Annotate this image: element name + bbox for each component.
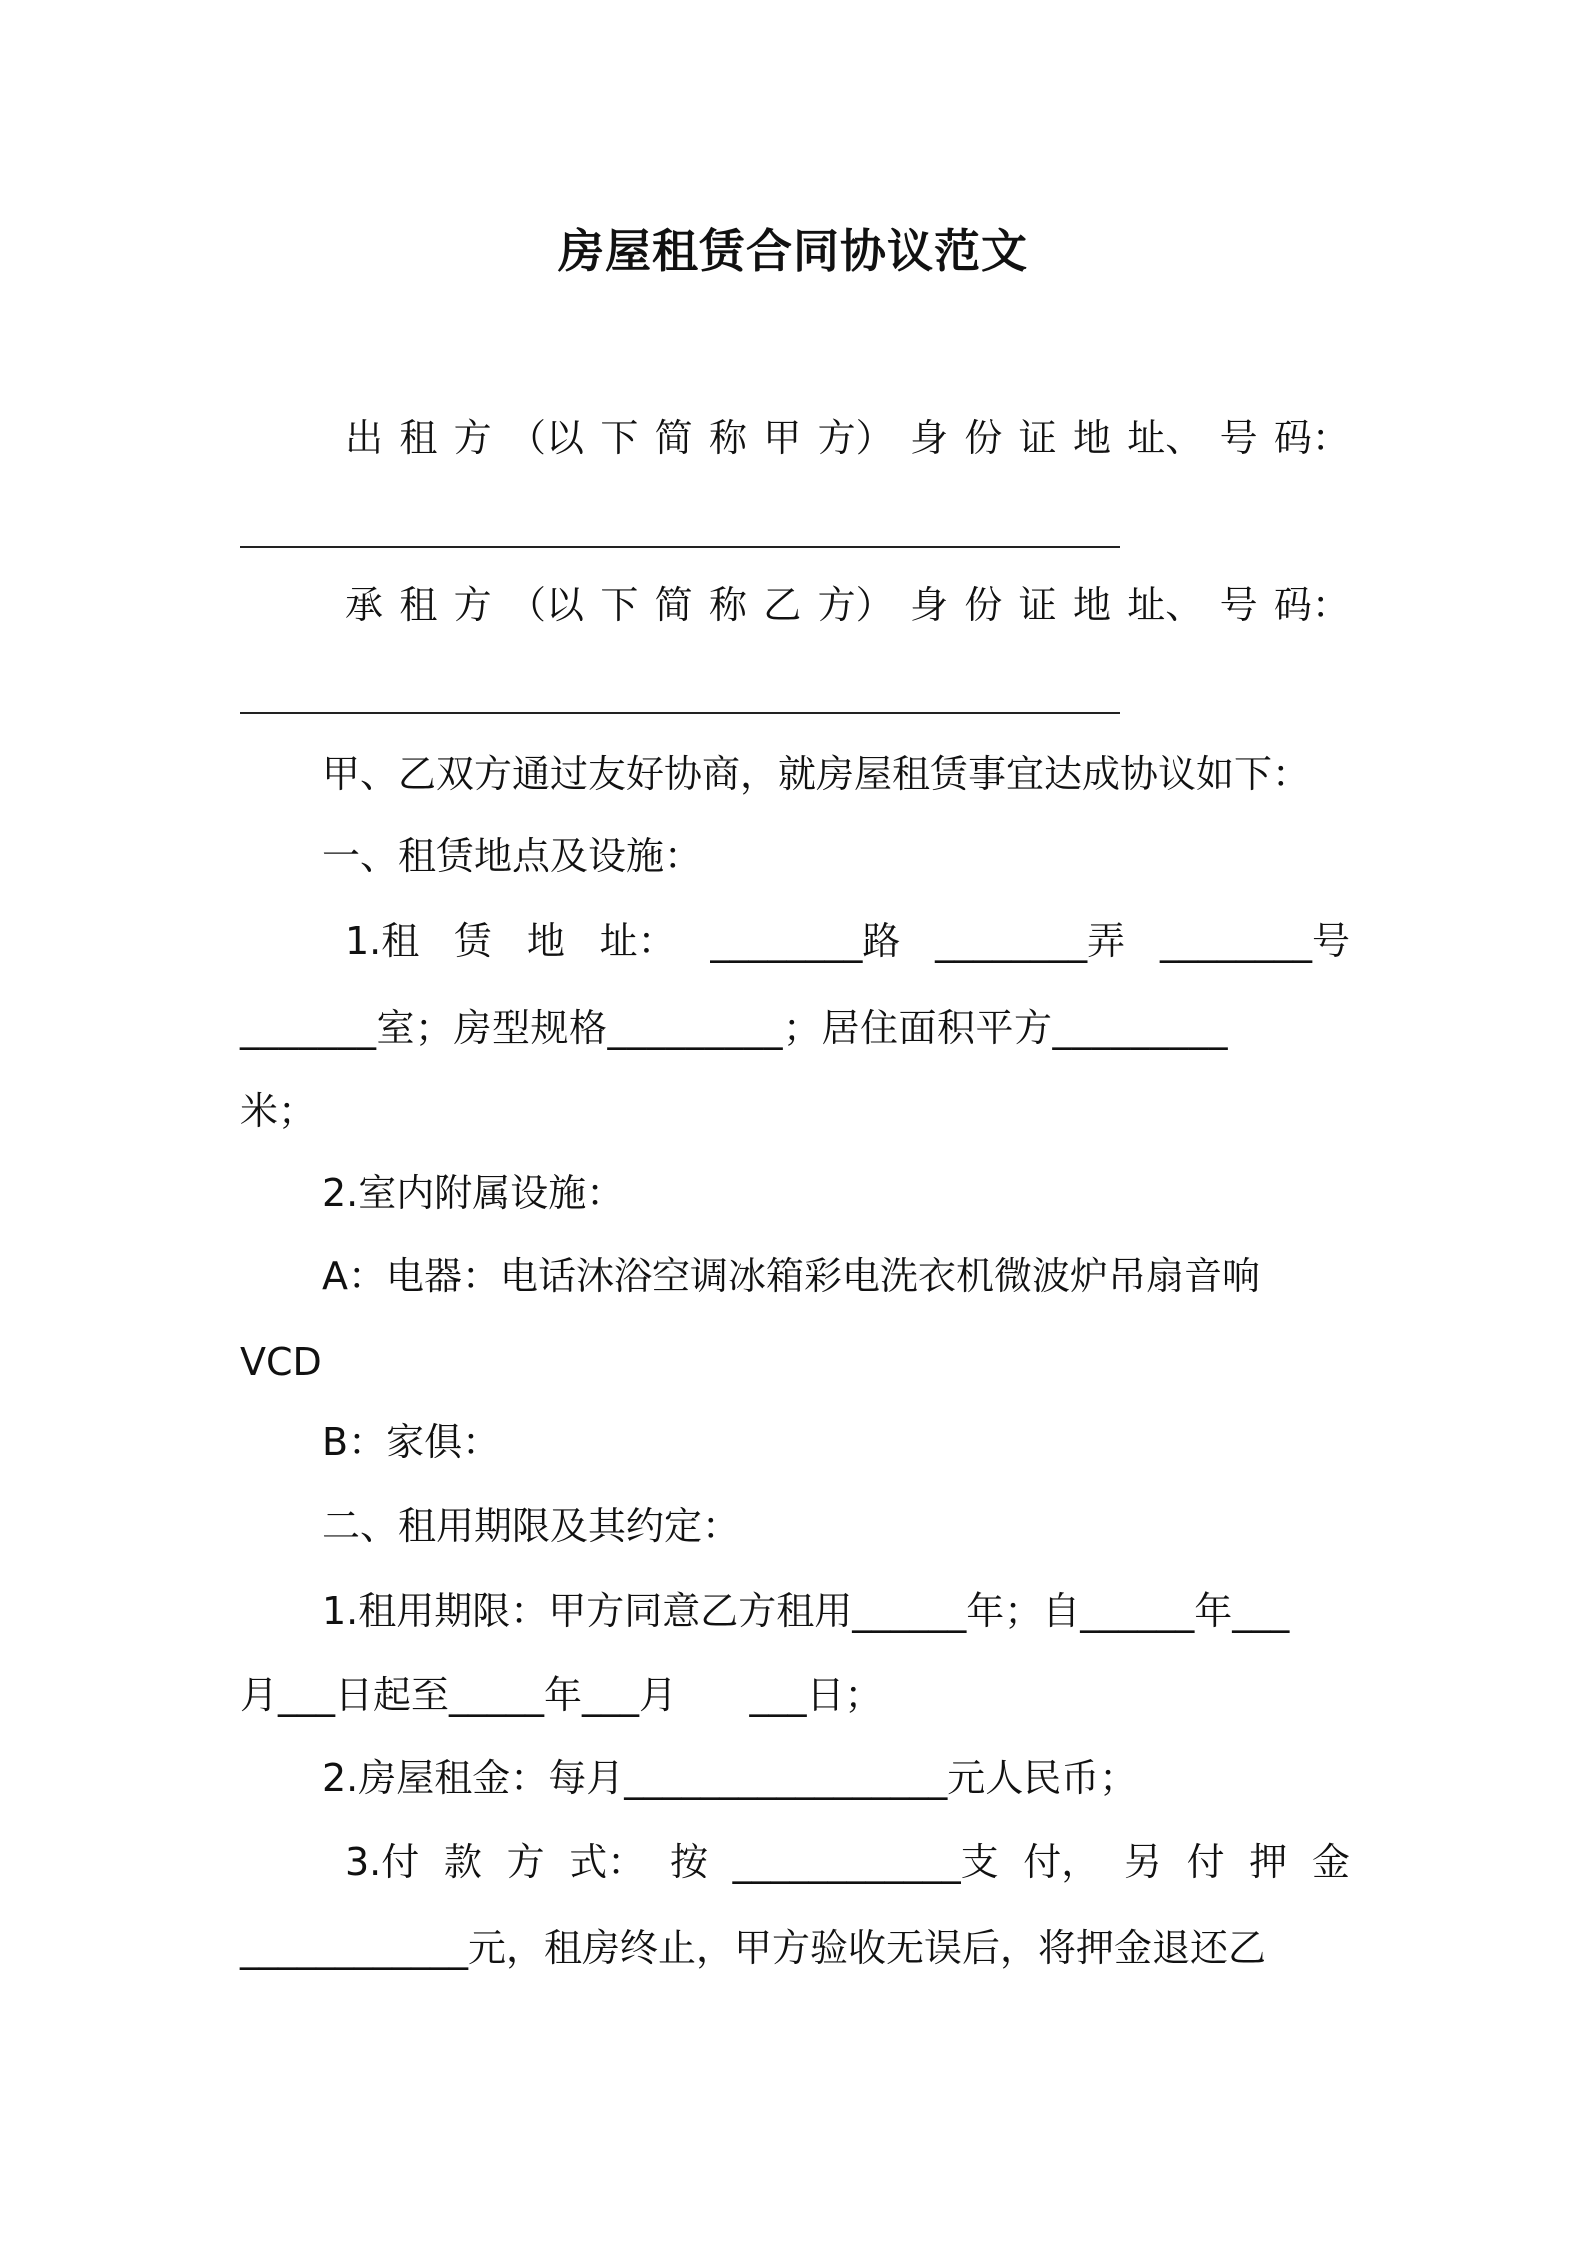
- lessor-text: 方: [453, 416, 492, 460]
- payment-text: 付，: [1023, 1840, 1100, 1884]
- address-number: ________号: [1159, 919, 1350, 963]
- lessee-text: 乙: [763, 583, 802, 627]
- lessee-text: 方）: [817, 583, 894, 627]
- room-spec-text: _______室；房型规格_________；居住面积平方_________: [240, 1006, 1229, 1050]
- lessor-text: 下: [600, 416, 639, 460]
- facilities-heading: 2.室内附属设施：: [322, 1171, 625, 1215]
- payment-line-1: [345, 1836, 1350, 1888]
- payment-text: ____________支: [732, 1840, 999, 1884]
- address-line-3: 米；: [240, 1089, 317, 1133]
- payment-text: 按: [669, 1840, 708, 1884]
- furniture-line: B：家俱：: [322, 1420, 501, 1464]
- payment-text: 付: [1186, 1840, 1225, 1884]
- lessor-text: 号: [1219, 416, 1258, 460]
- lessee-line: [345, 579, 1350, 631]
- lessor-text: 身: [909, 416, 948, 460]
- lessee-text: 下: [600, 583, 639, 627]
- address-line-2: [240, 1002, 1350, 1054]
- payment-text: 押: [1249, 1840, 1288, 1884]
- lessee-text: 码：: [1273, 583, 1350, 627]
- section1-heading: 一、租赁地点及设施：: [322, 834, 703, 878]
- lessee-text: 身: [909, 583, 948, 627]
- address-text: 1.租: [345, 919, 420, 963]
- address-road: ________路: [710, 919, 901, 963]
- term-line-1: 1.租用期限：甲方同意乙方租用______年；自______年___: [322, 1589, 1290, 1633]
- lessor-text: （以: [507, 416, 584, 460]
- address-text: 址：: [599, 919, 676, 963]
- term-line-2: 月___日起至_____年___月 ___日；: [240, 1673, 883, 1717]
- lessee-text: 承: [345, 583, 384, 627]
- document-title: 房屋租赁合同协议范文: [558, 224, 1028, 278]
- lessee-text: 址、: [1127, 583, 1204, 627]
- lessor-text: 出: [345, 416, 384, 460]
- lessor-text: 证: [1018, 416, 1057, 460]
- address-text: 赁: [454, 919, 493, 963]
- lessor-line: [345, 412, 1350, 464]
- payment-line-2: ____________元，租房终止，甲方验收无误后，将押金退还乙: [240, 1926, 1267, 1970]
- lessee-blank-line: [240, 712, 1120, 714]
- lessee-text: 简: [654, 583, 693, 627]
- lessee-text: 地: [1072, 583, 1111, 627]
- payment-text: 款: [443, 1840, 482, 1884]
- address-text: 地: [526, 919, 565, 963]
- appliances-line-1: A：电器：电话沐浴空调冰箱彩电洗衣机微波炉吊扇音响: [322, 1254, 1260, 1298]
- lessee-text: 方: [453, 583, 492, 627]
- address-line-1: [345, 915, 1350, 967]
- lessor-text: 码：: [1273, 416, 1350, 460]
- lessee-text: 证: [1018, 583, 1057, 627]
- lessee-text: （以: [507, 583, 584, 627]
- payment-text: 3.付: [345, 1840, 420, 1884]
- lessor-text: 份: [964, 416, 1003, 460]
- address-lane: ________弄: [935, 919, 1126, 963]
- lessee-text: 号: [1219, 583, 1258, 627]
- rent-line: 2.房屋租金：每月_________________元人民币；: [322, 1756, 1138, 1800]
- lessee-text: 租: [399, 583, 438, 627]
- lessor-text: 方）: [817, 416, 894, 460]
- appliances-line-2: VCD: [240, 1340, 322, 1384]
- payment-text: 金: [1311, 1840, 1350, 1884]
- lessor-text: 租: [399, 416, 438, 460]
- lessee-text: 称: [708, 583, 747, 627]
- lessor-text: 甲: [763, 416, 802, 460]
- lessor-text: 址、: [1127, 416, 1204, 460]
- payment-text: 另: [1123, 1840, 1162, 1884]
- lessor-text: 称: [708, 416, 747, 460]
- section2-heading: 二、租用期限及其约定：: [322, 1504, 741, 1548]
- payment-text: 式：: [569, 1840, 646, 1884]
- lessee-text: 份: [964, 583, 1003, 627]
- payment-text: 方: [506, 1840, 545, 1884]
- lessor-text: 简: [654, 416, 693, 460]
- lessor-blank-line: [240, 546, 1120, 548]
- intro-paragraph: 甲、乙双方通过友好协商，就房屋租赁事宜达成协议如下：: [322, 752, 1311, 796]
- lessor-text: 地: [1072, 416, 1111, 460]
